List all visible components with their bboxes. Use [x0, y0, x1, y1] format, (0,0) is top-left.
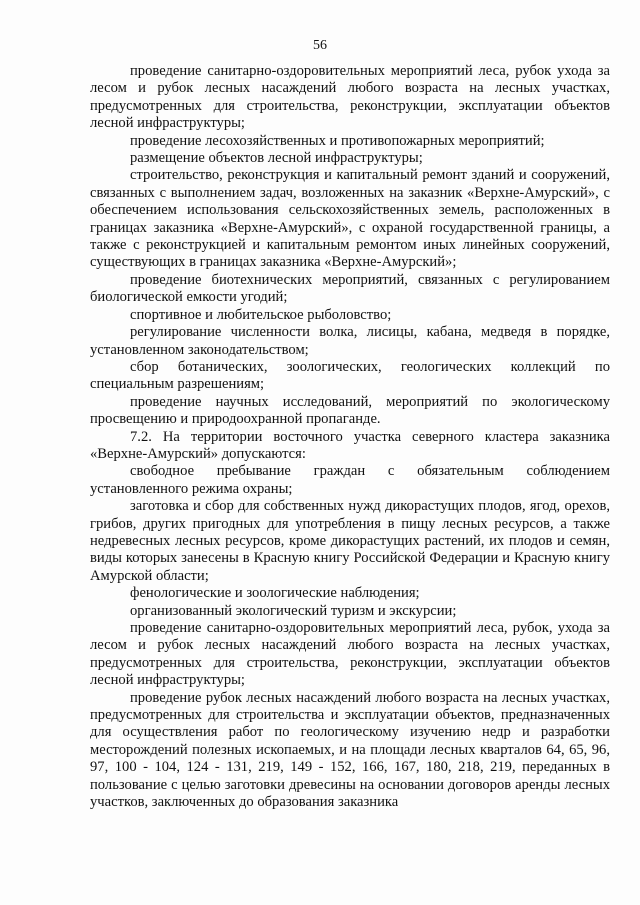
paragraph: проведение санитарно-оздоровительных мероприятий леса, рубок, ухода за лесом и рубок лесных насаждений любого возраста на лесных участках, предусмотренных для строительства, реконструкции, эксплуатации объектов лесной инфраструктуры; [90, 620, 610, 689]
document-body [90, 63, 610, 811]
paragraph: заготовка и сбор для собственных нужд дикорастущих плодов, ягод, орехов, грибов, других пригодных для употребления в пищу лесных ресурсов, а также недревесных лесных ресурсов, кроме дикорастущих растений, их плодов и семян, виды которых занесены в Красную книгу Российской Федерации и Красную книгу Амурской области; [90, 498, 610, 584]
section-paragraph: 7.2. На территории восточного участка северного кластера заказника «Верхне-Амурский» допускаются: [90, 428, 610, 462]
paragraph: проведение рубок лесных насаждений любого возраста на лесных участках, предусмотренных для строительства и эксплуатации объектов, предназначенных для осуществления работ по геологическому изучению недр и разработки месторождений полезных ископаемых, и на площади лесных кварталов 64, 65, 96, 97, 100 - 104, 124 - 131, 219, 149 - 152, 166, 167, 180, 218, 219, переданных в пользование с целью заготовки древесины на основании договоров аренды лесных участков, заключенных до образования заказника [90, 689, 610, 811]
paragraph: проведение лесохозяйственных и противопожарных мероприятий; [130, 132, 545, 149]
paragraph: проведение биотехнических мероприятий, связанных с регулированием биологической емкости угодий; [90, 271, 610, 306]
paragraph: организованный экологический туризм и экскурсии; [130, 602, 457, 619]
paragraph: размещение объектов лесной инфраструктуры; [130, 150, 423, 167]
paragraph: сбор ботанических, зоологических, геологических коллекций по специальным разрешениям; [90, 358, 610, 393]
paragraph: фенологические и зоологические наблюдения; [130, 585, 420, 602]
page-number: 56 [313, 38, 327, 53]
paragraph: регулирование численности волка, лисицы, кабана, медведя в порядке, установленном законодательством; [90, 324, 610, 358]
paragraph: строительство, реконструкция и капитальный ремонт зданий и сооружений, связанных с выполнением задач, возложенных на заказник «Верхне-Амурский», с обеспечением использования сельскохозяйственных земель, расположенных в границах заказника «Верхне-Амурский», с охраной государственной границы, а также с реконструкцией и капитальным ремонтом иных линейных сооружений, существующих в границах заказника «Верхне-Амурский»; [90, 167, 610, 271]
paragraph: свободное пребывание граждан с обязательным соблюдением установленного режима охраны; [90, 463, 610, 497]
paragraph: спортивное и любительское рыболовство; [130, 306, 392, 323]
paragraph: проведение санитарно-оздоровительных мероприятий леса, рубок ухода за лесом и рубок лесных насаждений любого возраста на лесных участках, предусмотренных для строительства, реконструкции, эксплуатации объектов лесной инфраструктуры; [90, 63, 610, 132]
paragraph: проведение научных исследований, мероприятий по экологическому просвещению и природоохранной пропаганде. [90, 393, 610, 428]
